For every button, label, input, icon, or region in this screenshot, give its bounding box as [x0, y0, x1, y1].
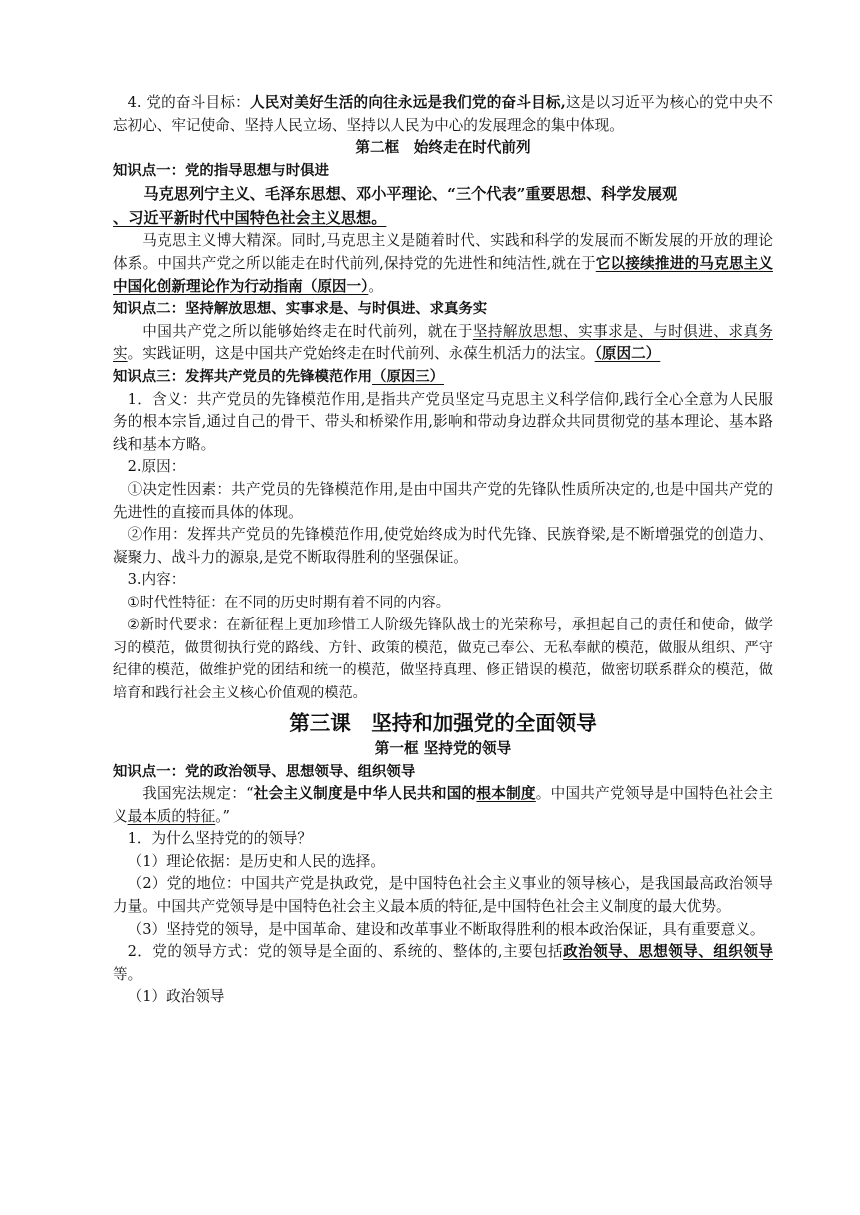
- knowledge-point-3-title: [113, 366, 773, 389]
- guiding-thoughts-line-2: [113, 206, 773, 230]
- emancipate-underlined: 坚持解放思想、实事求是、与时俱进、求真务实: [113, 322, 773, 363]
- vanguard-reason-label: 2.原因：: [127, 458, 186, 476]
- why-leadership-1: （1）理论依据：是历史和人民的选择。: [127, 852, 385, 870]
- leadership-mode-end: 等。: [113, 965, 143, 983]
- goal-text: 这是以习近平为核心的党中央不忘初心、牢记使命、坚持人民立场、坚持以人民为中心的发展理念的集中体现。: [113, 94, 773, 134]
- fundamental-system: 根本制度: [476, 785, 536, 803]
- reason-two: （原因二）: [594, 345, 661, 363]
- vanguard-meaning: 1．含义：共产党员的先锋模范作用,是指共产党员坚定马克思主义科学信仰,践行全心全意为人民服务的根本宗旨,通过自己的骨干、带头和桥梁作用,影响和带动身边群众共同贯彻党的基本理论、基本路线和基本方略。: [113, 390, 773, 453]
- goal-emphasis: 人民对美好生活的向往永远是我们党的奋斗目标,: [249, 94, 566, 111]
- vanguard-content-label: 3.内容：: [127, 571, 186, 589]
- knowledge-point-1-title: 知识点一：党的指导思想与时俱进: [113, 162, 329, 179]
- why-leadership-3: （3）坚持党的领导，是中国革命、建设和改革事业不断取得胜利的根本政治保证，具有重要意义。: [127, 920, 765, 938]
- vanguard-content-2: ②新时代要求：在新征程上更加珍惜工人阶级先锋队战士的光荣称号，承担起自己的责任和使命，做学习的模范，做贯彻执行党的路线、方针、政策的模范，做克己奉公、无私奉献的模范，做服从组织、严守纪律的模范，做维护党的团结和统一的模范，做坚持真理、修正错误的模范，做密切联系群众的模范，做培育和践行社会主义核心价值观的模范。: [113, 617, 773, 701]
- lesson-3-heading: 第三课 坚持和加强党的全面领导: [289, 710, 597, 735]
- constitution-end: 。”: [215, 807, 230, 825]
- constitution-bold: 社会主义制度是中华人民共和国的: [253, 785, 477, 803]
- constitution-text: 我国宪法规定：“: [142, 785, 254, 803]
- vanguard-reason-2: ②作用：发挥共产党员的先锋模范作用,使党始终成为时代先锋、民族脊梁,是不断增强党的创造力、凝聚力、战斗力的源泉,是党不断取得胜利的坚强保证。: [113, 526, 773, 566]
- vanguard-content-1: ①时代性特征：在不同的历史时期有着不同的内容。: [127, 594, 450, 611]
- why-leadership-question: 1．为什么坚持党的的领导？: [127, 830, 313, 848]
- marxism-text: 马克思主义博大精深。同时,马克思主义是随着时代、实践和科学的发展而不断发展的开放的理论体系。中国共产党之所以能走在时代前列,保持党的先进性和纯洁性,就在于: [113, 232, 773, 272]
- goal-label: 4. 党的奋斗目标：: [127, 94, 250, 111]
- political-leadership: （1）政治领导: [127, 988, 225, 1006]
- constitution-paragraph: [113, 783, 773, 828]
- section-heading-1: 第一框 坚持党的领导: [374, 739, 512, 757]
- guiding-thoughts-line-1: 马克思列宁主义、毛泽东思想、邓小平理论、“三个代表”重要思想、科学发展观: [143, 185, 678, 204]
- leadership-mode: [113, 941, 773, 986]
- constitution-text-2: 。中国共产党领导是中国特色社会主义: [113, 785, 773, 825]
- vanguard-reason-1: ①决定性因素：共产党员的先锋模范作用,是由中国共产党的先锋队性质所决定的,也是中国共产党的先进性的直接而具体的体现。: [113, 480, 773, 521]
- leadership-types: 政治领导、思想领导、组织领导: [563, 943, 773, 961]
- knowledge-point-1b-title: 知识点一：党的政治领导、思想领导、组织领导: [113, 763, 416, 780]
- party-goal-paragraph: [113, 92, 773, 137]
- why-leadership-2: （2）党的地位：中国共产党是执政党，是中国特色社会主义事业的领导核心，是我国最高政治领导力量。中国共产党领导是中国特色社会主义最本质的特征,是中国特色社会主义制度的最大优势。: [113, 875, 773, 916]
- section-heading-2: 第二框 始终走在时代前列: [355, 139, 531, 157]
- emancipate-text: 中国共产党之所以能够始终走在时代前列，就在于: [142, 322, 473, 340]
- reason-one: 它以接续推进的马克思主义中国化创新理论作为行动指南（原因一）: [113, 254, 773, 295]
- essential-feature: 最本质的特征: [127, 807, 216, 825]
- emancipate-text-2: 。实践证明，这是中国共产党始终走在时代前列、永葆生机活力的法宝。: [127, 345, 595, 363]
- kp3-title-text: 知识点三：发挥共产党员的先锋模范作用: [113, 368, 373, 385]
- emancipate-mind-paragraph: [113, 321, 773, 366]
- leadership-mode-text: 2．党的领导方式：党的领导是全面的、系统的、整体的,主要包括: [127, 943, 564, 961]
- knowledge-point-2-title: 知识点二：坚持解放思想、实事求是、与时俱进、求真务实: [113, 301, 488, 318]
- guiding-thoughts-underlined: 、习近平新时代中国特色社会主义思想。: [113, 209, 387, 228]
- document-page: [113, 92, 773, 1009]
- reason-three: （原因三）: [372, 368, 445, 385]
- marxism-paragraph: [113, 230, 773, 298]
- marxism-end: 。: [368, 277, 383, 295]
